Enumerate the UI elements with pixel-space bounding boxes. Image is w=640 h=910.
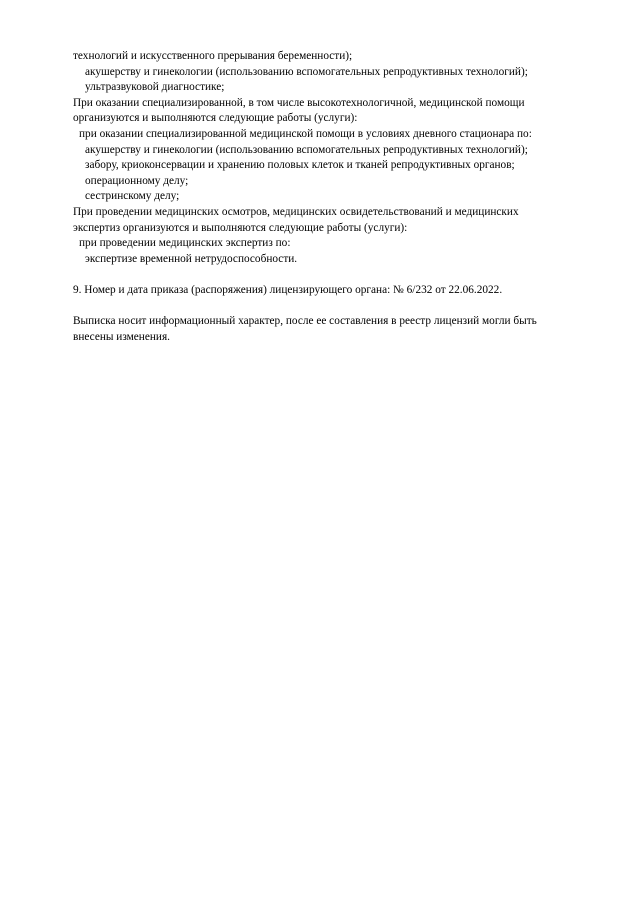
text-line: экспертиз организуются и выполняются следующие работы (услуги):	[73, 221, 408, 234]
disclaimer-line: Выписка носит информационный характер, после ее составления в реестр лицензий могли быть	[73, 315, 537, 328]
text-line: сестринскому делу;	[85, 190, 180, 203]
text-line: технологий и искусственного прерывания беременности);	[73, 50, 353, 62]
paragraph-gap	[73, 299, 618, 315]
text-line: При оказании специализированной, в том числе высокотехнологичной, медицинской помощи	[73, 96, 525, 109]
text-line: при оказании специализированной медицинской помощи в условиях дневного стационара по:	[79, 127, 532, 140]
text-line: акушерству и гинекологии (использованию вспомогательных репродуктивных технологий);	[85, 65, 528, 78]
license-order-line: 9. Номер и дата приказа (распоряжения) лицензирующего органа: № 6/232 от 22.06.2022.	[73, 283, 503, 296]
text-line: при проведении медицинских экспертиз по:	[79, 237, 291, 250]
text-line: экспертизе временной нетрудоспособности.	[85, 252, 298, 265]
text-line: При проведении медицинских осмотров, медицинских освидетельствований и медицинских	[73, 205, 519, 218]
disclaimer-line: внесены изменения.	[73, 330, 170, 343]
paragraph-gap	[73, 267, 618, 283]
text-line: организуются и выполняются следующие работы (услуги):	[73, 112, 358, 125]
text-line: акушерству и гинекологии (использованию вспомогательных репродуктивных технологий);	[85, 143, 528, 156]
text-line: ультразвуковой диагностике;	[85, 81, 225, 94]
document-body	[73, 49, 618, 345]
text-line: забору, криоконсервации и хранению половых клеток и тканей репродуктивных органов;	[85, 159, 515, 172]
text-line: операционному делу;	[85, 174, 189, 187]
